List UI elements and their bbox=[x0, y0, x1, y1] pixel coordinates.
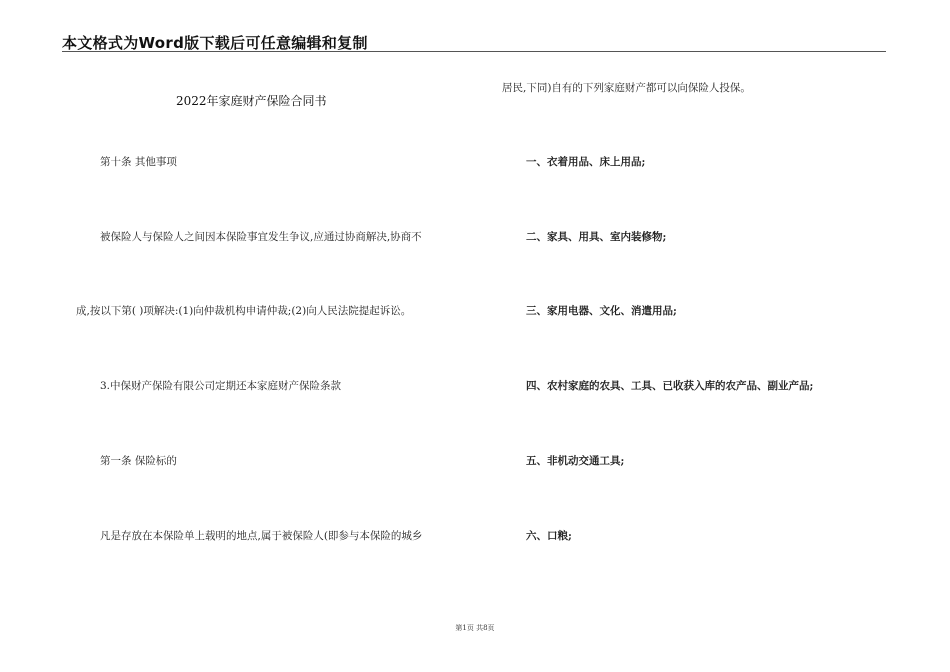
list-item: 二、家具、用具、室内装修物; bbox=[526, 231, 667, 243]
list-item: 六、口粮; bbox=[526, 530, 572, 542]
header-divider bbox=[62, 51, 886, 52]
document-title: 2022年家庭财产保险合同书 bbox=[176, 94, 327, 108]
paragraph-line: 居民,下同)自有的下列家庭财产都可以向保险人投保。 bbox=[502, 82, 751, 94]
list-item: 三、家用电器、文化、消遣用品; bbox=[526, 305, 677, 317]
list-item: 一、衣着用品、床上用品; bbox=[526, 156, 646, 168]
page-number: 第1页 共8页 bbox=[455, 624, 495, 632]
clause-title: 3.中保财产保险有限公司定期还本家庭财产保险条款 bbox=[100, 380, 342, 392]
list-item: 四、农村家庭的农具、工具、已收获入库的农产品、副业产品; bbox=[526, 380, 814, 392]
list-item: 五、非机动交通工具; bbox=[526, 455, 625, 467]
paragraph-line: 凡是存放在本保险单上载明的地点,属于被保险人(即参与本保险的城乡 bbox=[100, 530, 423, 542]
paragraph-line: 被保险人与保险人之间因本保险事宜发生争议,应通过协商解决,协商不 bbox=[100, 231, 422, 243]
section-heading-article-10: 第十条 其他事项 bbox=[100, 156, 177, 168]
section-heading-article-1: 第一条 保险标的 bbox=[100, 455, 177, 467]
page-header: 本文格式为Word版下载后可任意编辑和复制 bbox=[62, 34, 368, 52]
paragraph-line: 成,按以下第( )项解决:(1)向仲裁机构申请仲裁;(2)向人民法院提起诉讼。 bbox=[76, 305, 412, 317]
